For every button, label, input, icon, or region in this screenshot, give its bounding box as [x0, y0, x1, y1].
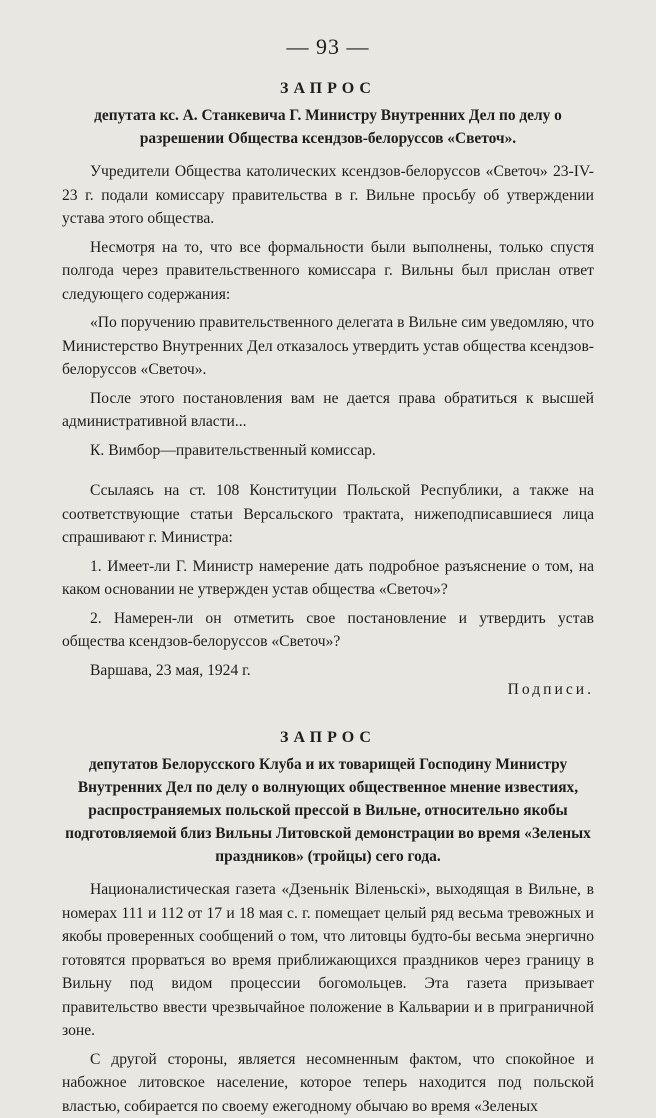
section-heading: ЗАПРОС	[62, 729, 594, 747]
section-subtitle: депутатов Белорусского Клуба и их товарищей Господину Министру Внутренних Дел по делу о волнующих общественное мнение известиях, распространяемых польской прессой в Вильне, относительно якобы подготовляемой близ Вильны Литовской демонстрации во время «Зеленых праздников» (тройцы) сего года.	[62, 753, 594, 868]
paragraph: С другой стороны, является несомненным фактом, что спокойное и набожное литовское население, которое теперь находится под польской властью, собирается по своему ежегодному обычаю во время «Зеленых	[62, 1048, 594, 1118]
date-line: Варшава, 23 мая, 1924 г.	[62, 659, 594, 683]
paragraph: Националистическая газета «Дзеньнік Віленьскі», выходящая в Вильне, в номерах 111 и 112 от 17 и 18 мая с. г. помещает целый ряд весьма тревожных и якобы проверенных сообщений о том, что литовцы будто-бы весьма энергично готовятся прорваться во время приближающихся праздников через границу в Вильну под видом процессии богомольцев. Эта газета призывает правительство ввести чрезвычайное положение в Кальварии и в приграничной зоне.	[62, 878, 594, 1043]
section-request-1	[62, 80, 594, 699]
paragraph: 1. Имеет-ли Г. Министр намерение дать подробное разъяснение о том, на каком основании не утвержден устав общества «Светоч»?	[62, 555, 594, 602]
section-heading: ЗАПРОС	[62, 80, 594, 98]
page-number: — 93 —	[62, 34, 594, 60]
paragraph: «По поручению правительственного делегата в Вильне сим уведомляю, что Министерство Внутренних Дел отказалось утвердить устав общества ксендзов-белоруссов «Светоч».	[62, 311, 594, 382]
section-request-2	[62, 729, 594, 1118]
paragraph: Несмотря на то, что все формальности были выполнены, только спустя полгода через правительственного комиссара г. Вильны был прислан ответ следующего содержания:	[62, 236, 594, 307]
paragraph: Ссылаясь на ст. 108 Конституции Польской Республики, а также на соответствующие статьи Версальского трактата, нижеподписавшиеся лица спрашивают г. Министра:	[62, 479, 594, 550]
signatures-label: Подписи.	[62, 681, 594, 699]
paragraph: Учредители Общества католических ксендзов-белоруссов «Светоч» 23-IV-23 г. подали комиссару правительства в г. Вильне просьбу об утверждении устава этого общества.	[62, 160, 594, 231]
paragraph: К. Вимбор—правительственный комиссар.	[62, 439, 594, 463]
paragraph: После этого постановления вам не дается права обратиться к высшей административной власти...	[62, 387, 594, 434]
spacer	[62, 467, 594, 479]
section-subtitle: депутата кс. А. Станкевича Г. Министру Внутренних Дел по делу о разрешении Общества ксендзов-белоруссов «Светоч».	[62, 104, 594, 150]
paragraph: 2. Намерен-ли он отметить свое постановление и утвердить устав общества ксендзов-белоруссов «Светоч»?	[62, 607, 594, 654]
